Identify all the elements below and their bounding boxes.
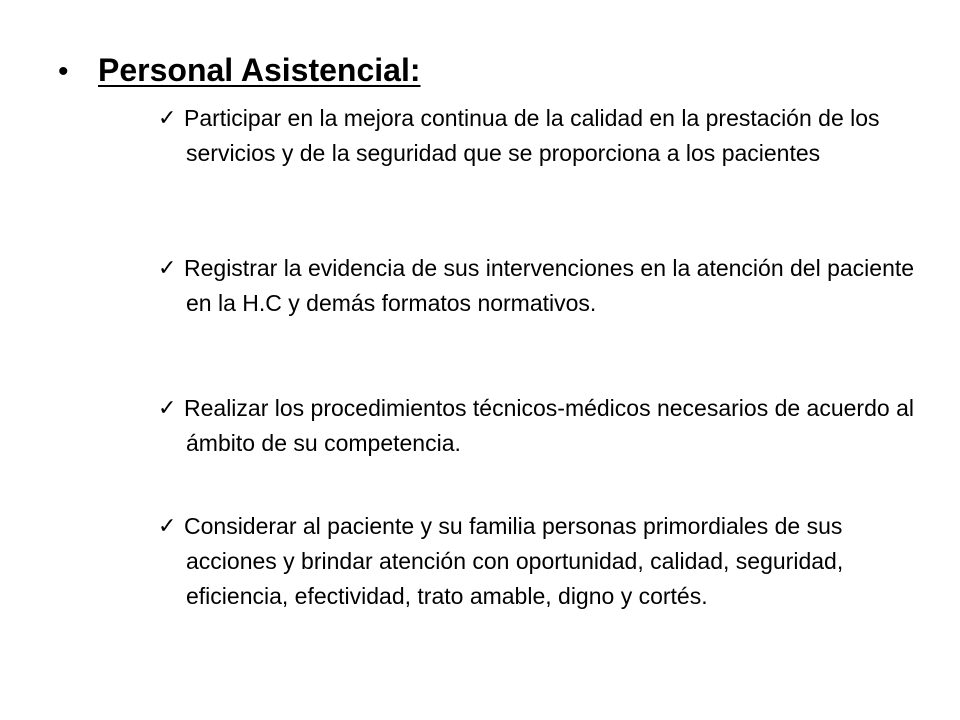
list-item-text: Registrar la evidencia de sus intervenciones en la atención del paciente en la H.C y demás formatos normativos. <box>184 255 915 316</box>
slide-heading: Personal Asistencial: <box>98 52 421 88</box>
checkmark-icon: ✓ <box>158 106 177 131</box>
list-item-text: Participar en la mejora continua de la calidad en la prestación de los servicios y de la seguridad que se proporciona a los pacientes <box>184 105 880 166</box>
list-item-text: Considerar al paciente y su familia personas primordiales de sus acciones y brindar atención con oportunidad, calidad, seguridad, eficiencia, efectividad, trato amable, digno y cortés. <box>184 513 844 609</box>
checkmark-icon: ✓ <box>158 396 177 421</box>
list-item <box>158 391 918 461</box>
list-item <box>158 101 918 171</box>
heading-row <box>58 50 421 92</box>
list-item <box>158 509 918 614</box>
bullet-icon: • <box>58 55 69 88</box>
list-item-text: Realizar los procedimientos técnicos-médicos necesarios de acuerdo al ámbito de su competencia. <box>184 395 914 456</box>
checkmark-icon: ✓ <box>158 514 177 539</box>
list-item <box>158 251 918 321</box>
checkmark-icon: ✓ <box>158 256 177 281</box>
